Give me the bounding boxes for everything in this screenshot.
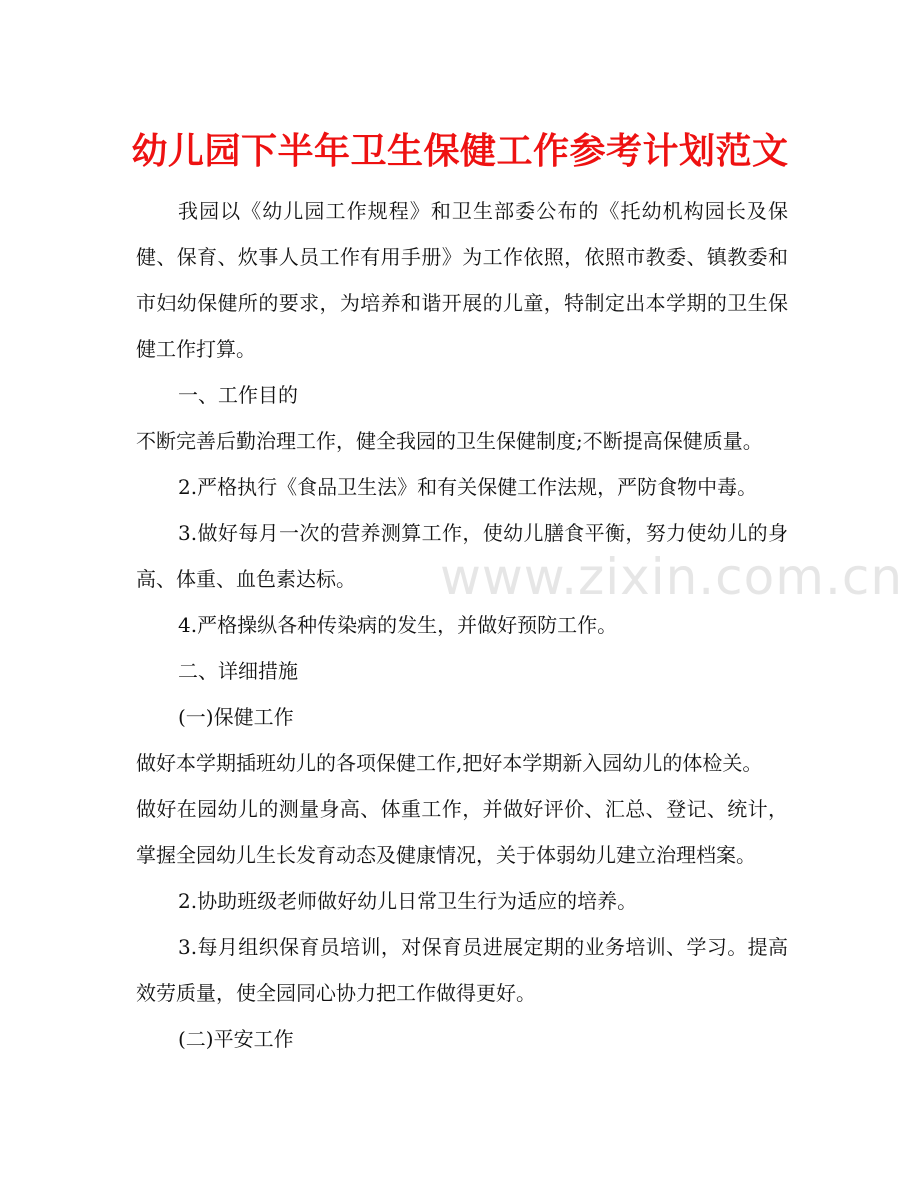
section-heading-measures: 二、详细措施 [178,659,298,683]
goal-item-3: 3.做好每月一次的营养测算工作，使幼儿膳食平衡，努力使幼儿的身高、体重、血色素达标。 [136,521,788,591]
health-item-3: 3.每月组织保育员培训，对保育员进展定期的业务培训、学习。提高效劳质量，使全园同心协力把工作做得更好。 [136,935,788,1005]
intro-paragraph: 我园以《幼儿园工作规程》和卫生部委公布的《托幼机构园长及保健、保育、炊事人员工作有用手册》为工作依照，依照市教委、镇教委和市妇幼保健所的要求，为培养和谐开展的儿童，特制定出本学期的卫生保健工作打算。 [136,199,788,361]
health-item-1-cont: 做好在园幼儿的测量身高、体重工作，并做好评价、汇总、登记、统计，掌握全园幼儿生长发育动态及健康情况，关于体弱幼儿建立治理档案。 [136,797,788,867]
subsection-heading-health: (一)保健工作 [178,705,294,729]
subsection-heading-safety: (二)平安工作 [178,1027,294,1051]
document-title: 幼儿园下半年卫生保健工作参考计划范文 [131,131,789,172]
section-heading-goals: 一、工作目的 [178,383,298,407]
goal-item-2: 2.严格执行《食品卫生法》和有关保健工作法规，严防食物中毒。 [178,475,758,499]
health-item-1: 做好本学期插班幼儿的各项保健工作,把好本学期新入园幼儿的体检关。 [136,751,763,775]
goal-item-4: 4.严格操纵各种传染病的发生，并做好预防工作。 [178,613,618,637]
goal-item-1: 不断完善后勤治理工作，健全我园的卫生保健制度;不断提高保健质量。 [136,429,763,453]
watermark: www.zixin.com.cn [440,548,904,606]
document-body [136,188,788,1062]
health-item-2: 2.协助班级老师做好幼儿日常卫生行为适应的培养。 [178,889,638,913]
